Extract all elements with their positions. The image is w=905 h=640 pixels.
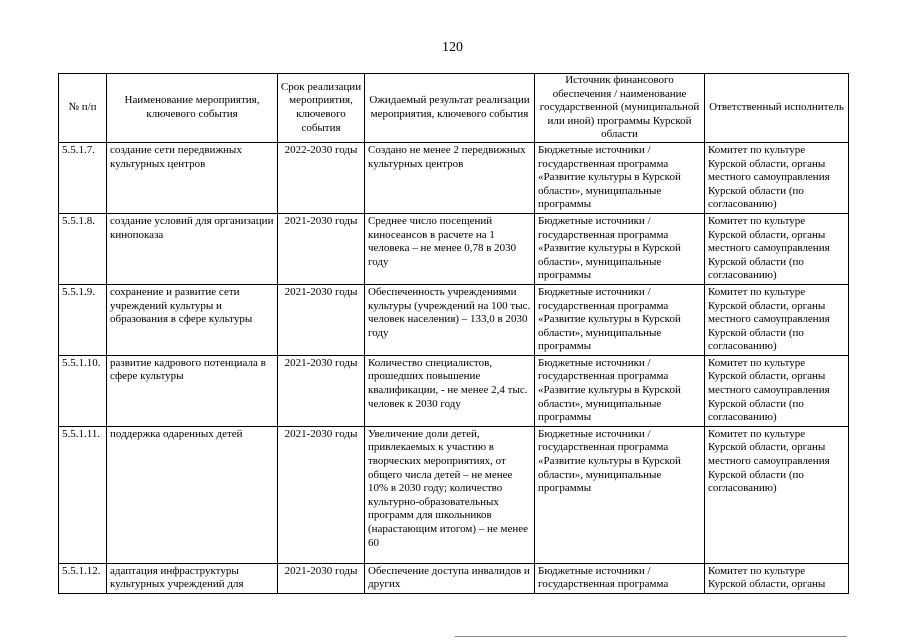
- cell-num: 5.5.1.7.: [59, 142, 107, 213]
- table-row: [59, 355, 849, 426]
- table-row: [59, 284, 849, 355]
- cell-num: 5.5.1.12.: [59, 563, 107, 593]
- cell-num: 5.5.1.10.: [59, 355, 107, 426]
- cell-term: 2021-2030 годы: [278, 213, 365, 284]
- cell-name: развитие кадрового потенциала в сфере культуры: [107, 355, 278, 426]
- table-header-row: [59, 74, 849, 143]
- table-row: [59, 426, 849, 563]
- plan-table: [58, 73, 849, 594]
- cell-name: сохранение и развитие сети учреждений культуры и образования в сфере культуры: [107, 284, 278, 355]
- cell-term: 2021-2030 годы: [278, 426, 365, 563]
- cell-num: 5.5.1.9.: [59, 284, 107, 355]
- cell-result: Создано не менее 2 передвижных культурных центров: [365, 142, 535, 213]
- page-number: 120: [442, 40, 463, 55]
- cell-num: 5.5.1.8.: [59, 213, 107, 284]
- page-bottom-rule: [455, 636, 847, 637]
- cell-executor: Комитет по культуре Курской области, органы местного самоуправления Курской области (по согласованию): [705, 284, 849, 355]
- cell-num: 5.5.1.11.: [59, 426, 107, 563]
- cell-executor: Комитет по культуре Курской области, органы местного самоуправления Курской области (по согласованию): [705, 426, 849, 563]
- cell-source: Бюджетные источники / государственная программа: [535, 563, 705, 593]
- header-executor: Ответственный исполнитель: [705, 74, 849, 143]
- cell-term: 2021-2030 годы: [278, 355, 365, 426]
- table-row: [59, 142, 849, 213]
- cell-result: Увеличение доли детей, привлекаемых к участию в творческих мероприятиях, от общего числа детей – не менее 10% в 2030 году; количество культурно-образовательных программ для школьников (нарастающим итогом) – не менее 60: [365, 426, 535, 563]
- cell-source: Бюджетные источники / государственная программа «Развитие культуры в Курской области», муниципальные программы: [535, 355, 705, 426]
- header-result: Ожидаемый результат реализации мероприятия, ключевого события: [365, 74, 535, 143]
- cell-executor: Комитет по культуре Курской области, органы местного самоуправления Курской области (по согласованию): [705, 213, 849, 284]
- cell-result: Обеспеченность учреждениями культуры (учреждений на 100 тыс. человек населения) – 133,0 в 2030 году: [365, 284, 535, 355]
- cell-name: создание сети передвижных культурных центров: [107, 142, 278, 213]
- cell-source: Бюджетные источники / государственная программа «Развитие культуры в Курской области», муниципальные программы: [535, 426, 705, 563]
- cell-source: Бюджетные источники / государственная программа «Развитие культуры в Курской области», муниципальные программы: [535, 142, 705, 213]
- cell-executor: Комитет по культуре Курской области, органы: [705, 563, 849, 593]
- table-row: [59, 563, 849, 593]
- cell-term: 2021-2030 годы: [278, 284, 365, 355]
- header-term: Срок реализации мероприятия, ключевого события: [278, 74, 365, 143]
- cell-result: Среднее число посещений киносеансов в расчете на 1 человека – не менее 0,78 в 2030 году: [365, 213, 535, 284]
- cell-result: Обеспечение доступа инвалидов и других: [365, 563, 535, 593]
- cell-name: поддержка одаренных детей: [107, 426, 278, 563]
- cell-executor: Комитет по культуре Курской области, органы местного самоуправления Курской области (по согласованию): [705, 355, 849, 426]
- cell-term: 2021-2030 годы: [278, 563, 365, 593]
- cell-name: создание условий для организации кинопоказа: [107, 213, 278, 284]
- header-num: № п/п: [59, 74, 107, 143]
- cell-name: адаптация инфраструктуры культурных учреждений для: [107, 563, 278, 593]
- cell-term: 2022-2030 годы: [278, 142, 365, 213]
- cell-executor: Комитет по культуре Курской области, органы местного самоуправления Курской области (по согласованию): [705, 142, 849, 213]
- table-row: [59, 213, 849, 284]
- header-source: Источник финансового обеспечения / наименование государственной (муниципальной или иной) программы Курской области: [535, 74, 705, 143]
- cell-source: Бюджетные источники / государственная программа «Развитие культуры в Курской области», муниципальные программы: [535, 213, 705, 284]
- cell-result: Количество специалистов, прошедших повышение квалификации, - не менее 2,4 тыс. человек к 2030 году: [365, 355, 535, 426]
- header-name: Наименование мероприятия, ключевого события: [107, 74, 278, 143]
- cell-source: Бюджетные источники / государственная программа «Развитие культуры в Курской области», муниципальные программы: [535, 284, 705, 355]
